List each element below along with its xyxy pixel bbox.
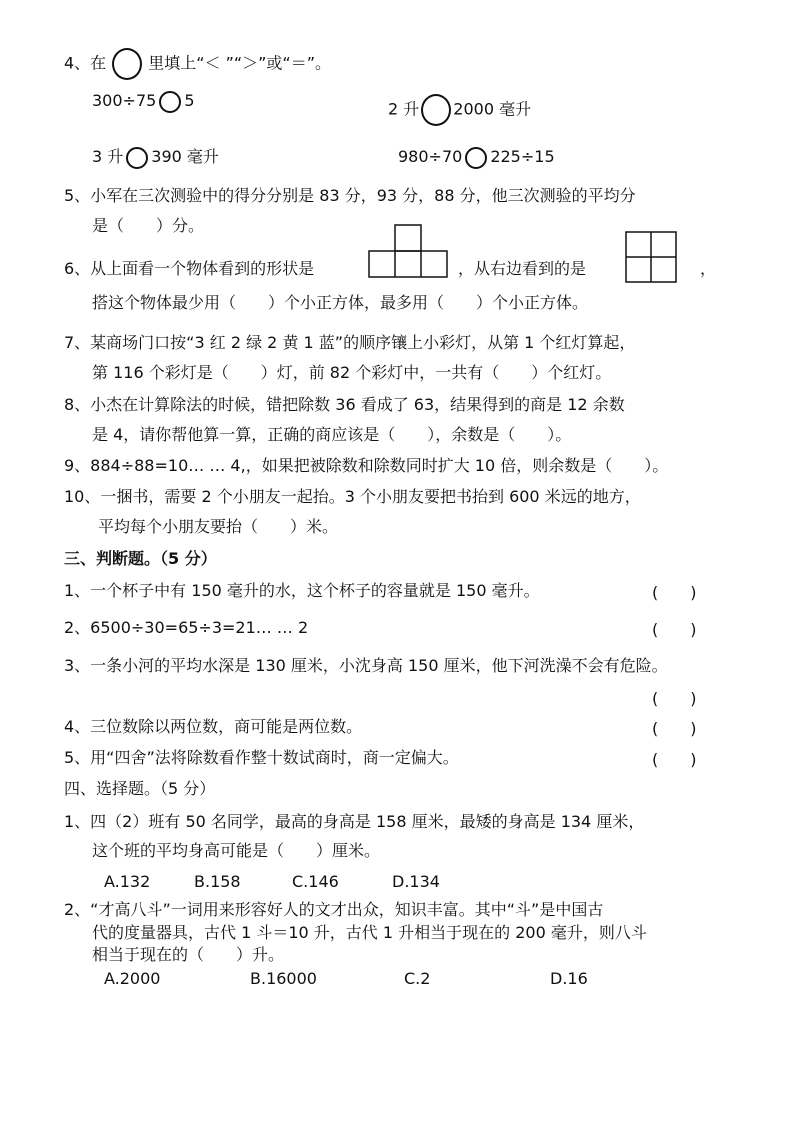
choice-q2-option-a[interactable]: A.2000 [104, 969, 161, 988]
section4-title: 四、选择题。（5 分） [64, 779, 216, 798]
q4c: 3 升 390 毫升 [92, 146, 219, 169]
q6-line2: 搭这个物体最少用（ ）个小正方体，最多用（ ）个小正方体。 [92, 293, 589, 312]
judge-answer-2[interactable]: ( ) [652, 620, 697, 639]
q6-part1: 6、从上面看一个物体看到的形状是 [64, 259, 315, 278]
choice-q2-line3: 相当于现在的（ ）升。 [92, 945, 285, 964]
judge-item-4: 4、三位数除以两位数，商可能是两位数。 [64, 717, 363, 736]
q5-line2: 是（ ）分。 [92, 216, 205, 235]
judge-answer-1[interactable]: ( ) [652, 583, 697, 602]
judge-item-1: 1、一个杯子中有 150 毫升的水，这个杯子的容量就是 150 毫升。 [64, 581, 540, 600]
top-view-shape-icon [368, 250, 448, 278]
choice-q1-line2: 这个班的平均身高可能是（ ）厘米。 [92, 841, 381, 860]
q7-line1: 7、某商场门口按“3 红 2 绿 2 黄 1 蓝”的顺序镶上小彩灯，从第 1 个红灯算起， [64, 333, 636, 352]
q5-line1: 5、小军在三次测验中的得分分别是 83 分，93 分，88 分，他三次测验的平均分 [64, 186, 636, 205]
right-view-shape-icon [625, 231, 677, 283]
q9-line1: 9、884÷88=10… … 4,，如果把被除数和除数同时扩大 10 倍，则余数是（ ）。 [64, 456, 669, 475]
q10-line1: 10、一捆书，需要 2 个小朋友一起抬。3 个小朋友要把书抬到 600 米远的地方， [64, 487, 641, 506]
compare-circle-d[interactable] [465, 147, 487, 169]
judge-answer-3[interactable]: ( ) [652, 689, 697, 708]
q8-line1: 8、小杰在计算除法的时候，错把除数 36 看成了 63，结果得到的商是 12 余数 [64, 395, 625, 414]
q8-line2: 是 4，请你帮他算一算，正确的商应该是（ ），余数是（ ）。 [92, 425, 572, 444]
q6-part2: ，从右边看到的是 [458, 259, 587, 278]
compare-circle-a[interactable] [159, 91, 181, 113]
choice-q1-option-d[interactable]: D.134 [392, 872, 440, 891]
choice-q1-option-a[interactable]: A.132 [104, 872, 151, 891]
q7-line2: 第 116 个彩灯是（ ）灯，前 82 个彩灯中，一共有（ ）个红灯。 [92, 363, 612, 382]
judge-item-2: 2、6500÷30=65÷3=21… … 2 [64, 618, 309, 637]
compare-circle-c[interactable] [126, 147, 148, 169]
q4a: 300÷75 5 [92, 90, 195, 113]
compare-circle-b[interactable] [421, 94, 451, 126]
choice-q1-option-c[interactable]: C.146 [292, 872, 339, 891]
q4b: 2 升 2000 毫升 [388, 94, 531, 126]
judge-answer-4[interactable]: ( ) [652, 719, 697, 738]
choice-q2-line1: 2、“才高八斗”一词用来形容好人的文才出众，知识丰富。其中“斗”是中国古 [64, 900, 604, 919]
choice-q2-option-d[interactable]: D.16 [550, 969, 588, 988]
q10-line2: 平均每个小朋友要抬（ ）米。 [98, 517, 339, 536]
q4-instruction: 4、在 里填上“＜ ”“＞”或“＝”。 [64, 48, 331, 80]
choice-q2-option-c[interactable]: C.2 [404, 969, 431, 988]
choice-q2-option-b[interactable]: B.16000 [250, 969, 317, 988]
judge-item-5: 5、用“四舍”法将除数看作整十数试商时，商一定偏大。 [64, 748, 459, 767]
top-view-extra-square-icon [394, 224, 422, 252]
judge-item-3: 3、一条小河的平均水深是 130 厘米，小沈身高 150 厘米，他下河洗澡不会有危险。 [64, 656, 668, 675]
choice-q1-option-b[interactable]: B.158 [194, 872, 241, 891]
q4d: 980÷70 225÷15 [398, 146, 555, 169]
q6-part3: ， [700, 259, 717, 278]
choice-q2-line2: 代的度量器具，古代 1 斗＝10 升，古代 1 升相当于现在的 200 毫升，则八斗 [92, 923, 647, 942]
choice-q1-line1: 1、四（2）班有 50 名同学，最高的身高是 158 厘米，最矮的身高是 134 厘米， [64, 812, 645, 831]
section3-title: 三、判断题。（5 分） [64, 549, 217, 568]
judge-answer-5[interactable]: ( ) [652, 750, 697, 769]
blank-circle-icon[interactable] [112, 48, 142, 80]
